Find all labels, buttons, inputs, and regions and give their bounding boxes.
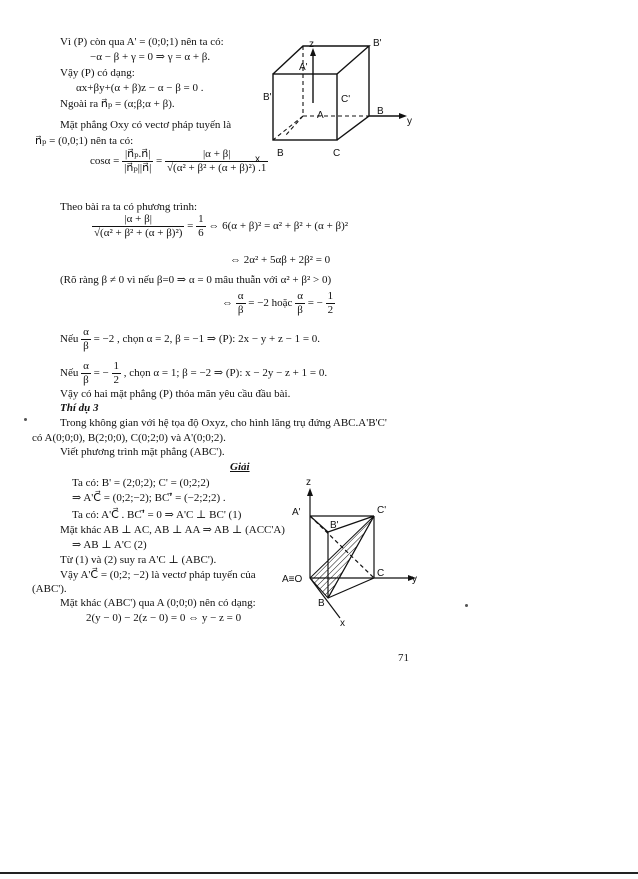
numerator: α (83, 326, 89, 338)
fraction (92, 213, 184, 240)
text-line: Theo bài ra ta có phương trình: (60, 201, 198, 213)
cos-equation (90, 148, 268, 175)
fraction (81, 360, 91, 387)
solution-heading: Giải (230, 461, 250, 473)
equation-line (60, 326, 320, 353)
label-b-prime: B' (330, 520, 339, 531)
fraction (196, 213, 206, 240)
text-line: (Rõ ràng β ≠ 0 vì nếu β=0 ⇒ α = 0 mâu thuẫn với α² + β² > 0) (60, 274, 332, 286)
label-y: y (407, 116, 412, 127)
label-c: C (333, 148, 341, 159)
cos-lhs: cosα = (90, 155, 120, 168)
fraction (236, 290, 246, 317)
equals-sign: = (156, 155, 163, 168)
numerator: 1 (113, 360, 120, 372)
text-line: Vậy (P) có dạng: (60, 67, 135, 79)
denominator: 2 (113, 374, 120, 386)
numerator: 1 (327, 290, 334, 302)
denominator: β (83, 374, 89, 386)
fraction (326, 290, 336, 317)
label-z: z (309, 39, 314, 50)
numerator: |α + β| (165, 148, 268, 162)
text-line: n⃗ₚ = (0,0;1) nên ta có: (35, 135, 134, 147)
text-line: Trong không gian với hệ tọa độ Oxyz, cho hình lăng trụ đứng ABC.A'B'C' (60, 417, 387, 429)
fraction (295, 290, 305, 317)
label-c-prime: C' (341, 94, 351, 105)
text-line: (ABC'). (32, 583, 67, 595)
equation-text: = − (93, 367, 109, 380)
text-line: Viết phương trình mặt phẳng (ABC'). (60, 446, 225, 458)
denominator: β (297, 304, 303, 316)
equivalence-sign: ⇔ (222, 297, 233, 310)
equation-line: 2(y − 0) − 2(z − 0) = 0 ⇔ y − z = 0 (86, 612, 242, 624)
equation-line (60, 360, 327, 387)
label-x: x (255, 154, 260, 165)
label-b-prime: B' (373, 38, 382, 49)
denominator: √(α² + β² + (α + β)²) .1 (167, 162, 267, 174)
equation-line: −α − β + γ = 0 ⇒ γ = α + β. (90, 51, 211, 63)
denominator: β (237, 304, 244, 316)
speck (24, 418, 27, 421)
label-b-bottom: B (277, 148, 284, 159)
equation-line (222, 290, 335, 317)
fraction (165, 148, 268, 175)
y-arrow (399, 113, 407, 119)
text-line: Vì (P) còn qua A' = (0;0;1) nên ta có: (60, 36, 224, 48)
example-heading: Thí dụ 3 (60, 402, 99, 414)
text-line: ⇒ AB ⊥ A'C (2) (72, 539, 147, 551)
label-a: A (317, 110, 324, 121)
equation-line: ⇔ 2α² + 5αβ + 2β² = 0 (230, 254, 331, 266)
label-a-o: A≡O (282, 574, 303, 585)
label-a-prime: A' (292, 507, 301, 518)
bottom-rule (0, 872, 638, 874)
fraction (122, 148, 153, 175)
equation-line: αx+βy+(α + β)z − α − β = 0 . (76, 82, 204, 94)
equation-text: Nếu (60, 333, 79, 346)
cube-top-face (273, 46, 369, 74)
text-line: Vậy A'C⃗ = (0;2; −2) là vectơ pháp tuyến của (60, 569, 256, 581)
numerator: α (237, 290, 244, 302)
fraction (112, 360, 122, 387)
label-b-prime-front: B' (263, 92, 272, 103)
cube-front-face (273, 74, 337, 140)
text-line: có A(0;0;0), B(2;0;0), C(0;2;0) và A'(0;0;2). (32, 432, 226, 444)
equation-text: Nếu (60, 367, 79, 380)
label-b: B (318, 598, 325, 609)
equals-sign: = (187, 220, 194, 233)
label-x: x (340, 618, 345, 628)
label-c-prime: C' (377, 505, 387, 516)
equation-text: = −2 , chọn α = 2, β = −1 ⇒ (P): 2x − y + z − 1 = 0. (93, 333, 321, 346)
text-line: Vậy có hai mặt phẳng (P) thỏa mãn yêu cầu đầu bài. (60, 388, 291, 400)
denominator: 2 (327, 304, 334, 316)
text-line: Từ (1) và (2) suy ra A'C ⊥ (ABC'). (60, 554, 217, 566)
equation-text: = − (307, 297, 323, 310)
denominator: √(α² + β² + (α + β)²) (94, 227, 183, 239)
equation-line (92, 213, 348, 240)
prism-figure (282, 468, 422, 628)
numerator: α (297, 290, 303, 302)
equation-line: ⇒ A'C⃗ = (0;2;−2); BC'⃗ = (−2;2;2) . (72, 492, 226, 504)
text-line: Ta có: A'C⃗ . BC'⃗ = 0 ⇒ A'C ⊥ BC' (1) (72, 509, 242, 521)
label-a-prime: A' (299, 62, 308, 73)
label-z: z (306, 477, 311, 488)
label-c: C (377, 568, 385, 579)
numerator: |α + β| (92, 213, 184, 227)
numerator: 1 (198, 213, 204, 225)
label-y: y (412, 574, 417, 585)
numerator: α (83, 360, 89, 372)
denominator: β (83, 340, 89, 352)
numerator: |n⃗ₚ.n⃗| (122, 148, 153, 162)
fraction (81, 326, 91, 353)
text-line: Ngoài ra n⃗ₚ = (α;β;α + β). (60, 98, 175, 110)
page-number: 71 (398, 652, 409, 664)
text-line: Mặt khác AB ⊥ AC, AB ⊥ AA ⇒ AB ⊥ (ACC'A) (60, 524, 285, 536)
text-line: Mặt khác (ABC') qua A (0;0;0) nên có dạng: (60, 597, 256, 609)
z-arrow (307, 488, 313, 496)
equation-text: = −2 hoặc (248, 297, 293, 310)
text-line: Ta có: B' = (2;0;2); C' = (0;2;2) (72, 477, 210, 489)
denominator: |n⃗ₚ||n⃗| (124, 162, 152, 174)
cube-figure (255, 38, 415, 173)
label-b: B (377, 106, 384, 117)
denominator: 6 (198, 227, 204, 239)
speck (465, 604, 468, 607)
equation-text: , chọn α = 1; β = −2 ⇒ (P): x − 2y − z + 1 = 0. (123, 367, 328, 380)
equation-rhs: ⇔ 6(α + β)² = α² + β² + (α + β)² (208, 220, 349, 233)
hatched-plane (310, 516, 374, 598)
text-line: Mặt phẳng Oxy có vectơ pháp tuyến là (60, 119, 232, 131)
